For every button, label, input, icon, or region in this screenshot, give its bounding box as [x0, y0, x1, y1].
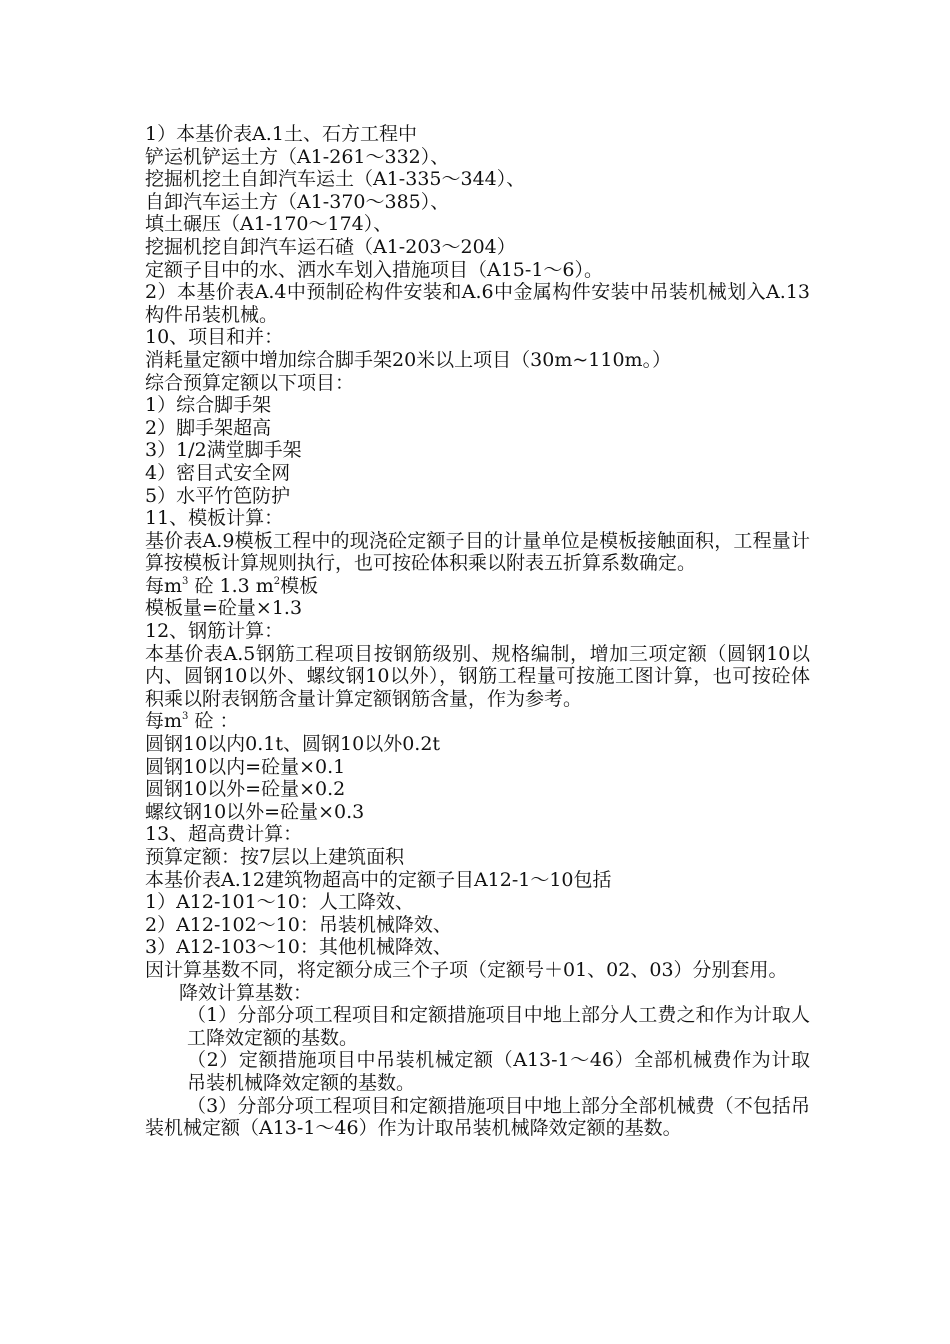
list-item: 2）脚手架超高	[145, 416, 272, 439]
section-heading: 10、项目和并：	[145, 326, 284, 349]
paragraph: 因计算基数不同，将定额分成三个子项（定额号＋01、02、03）分别套用。	[145, 958, 788, 981]
ratio-middle: 砼 1.3 m	[188, 574, 274, 597]
text-line: 螺纹钢10以外=砼量×0.3	[145, 800, 365, 823]
text-line: 综合预算定额以下项目：	[145, 371, 355, 394]
text-line: 铲运机铲运土方（A1-261～332）、	[145, 145, 450, 168]
text-line: 预算定额：按7层以上建筑面积	[145, 846, 405, 868]
text-line: 定额子目中的水、洒水车划入措施项目（A15-1～6）。	[145, 258, 603, 281]
text-line: 自卸汽车运土方（A1-370～385）、	[145, 190, 450, 213]
paragraph: 基价表A.9模板工程中的现浇砼定额子目的计量单位是模板接触面积，工程量计算按模板计算规则执行，也可按砼体积乘以附表五折算系数确定。	[145, 529, 810, 575]
rebar-per-line	[145, 710, 810, 733]
list-item: 2）A12-102～10：吊装机械降效、	[145, 913, 452, 936]
cubic-superscript: 3	[182, 711, 189, 723]
text-line: 圆钢10以内0.1t、圆钢10以外0.2t	[145, 733, 441, 756]
text-line: 填土碾压（A1-170～174）、	[145, 213, 393, 236]
text-line: 模板量=砼量×1.3	[145, 597, 303, 620]
paragraph: （2）定额措施项目中吊装机械定额（A13-1～46）全部机械费作为计取吊装机械降效定额的基数。	[187, 1049, 810, 1094]
text-line: 挖掘机挖自卸汽车运石碴（A1-203～204）	[145, 235, 516, 258]
text-line: 本基价表A.12建筑物超高中的定额子目A12-1～10包括	[145, 868, 612, 891]
list-item: 3）1/2满堂脚手架	[145, 439, 302, 462]
text-line: 圆钢10以外=砼量×0.2	[145, 778, 346, 801]
paragraph: （3）分部分项工程项目和定额措施项目中地上部分全部机械费（不包括吊装机械定额（A13-1～46）作为计取吊装机械降效定额的基数。	[145, 1094, 810, 1140]
ratio-suffix: 模板	[280, 574, 319, 597]
text-line: 降效计算基数：	[179, 981, 313, 1004]
list-item: 1）A12-101～10：人工降效、	[145, 891, 414, 914]
list-item: 4）密目式安全网	[145, 461, 291, 484]
text-line: 消耗量定额中增加综合脚手架20米以上项目（30m~110m。）	[145, 348, 672, 371]
section-heading: 11、模板计算：	[145, 507, 284, 530]
section-heading: 12、钢筋计算：	[145, 620, 284, 643]
ratio-prefix: 每m	[145, 574, 183, 597]
square-superscript: 2	[273, 575, 281, 587]
list-item: 3）A12-103～10：其他机械降效、	[145, 936, 452, 959]
paragraph: （1）分部分项工程项目和定额措施项目中地上部分人工费之和作为计取人工降效定额的基数。	[187, 1004, 810, 1049]
text-line: 1）本基价表A.1土、石方工程中	[145, 123, 417, 145]
list-item: 5）水平竹笆防护	[145, 484, 291, 507]
cubic-superscript: 3	[182, 575, 189, 587]
rebar-suffix: 砼 ：	[188, 710, 239, 733]
list-item: 1）综合脚手架	[145, 394, 272, 417]
rebar-prefix: 每m	[145, 710, 183, 733]
document-body	[145, 123, 810, 1140]
paragraph: 本基价表A.5钢筋工程项目按钢筋级别、规格编制，增加三项定额（圆钢10以内、圆钢10以外、螺纹钢10以外），钢筋工程量可按施工图计算，也可按砼体积乘以附表钢筋含量计算定额钢筋含量，作为参考。	[145, 642, 810, 710]
paragraph: 2）本基价表A.4中预制砼构件安装和A.6中金属构件安装中吊装机械划入A.13构件吊装机械。	[145, 281, 810, 326]
text-line: 挖掘机挖土自卸汽车运土（A1-335～344）、	[145, 168, 526, 191]
text-line: 圆钢10以内=砼量×0.1	[145, 755, 346, 778]
section-heading: 13、超高费计算：	[145, 823, 303, 846]
formwork-ratio-line	[145, 575, 810, 598]
